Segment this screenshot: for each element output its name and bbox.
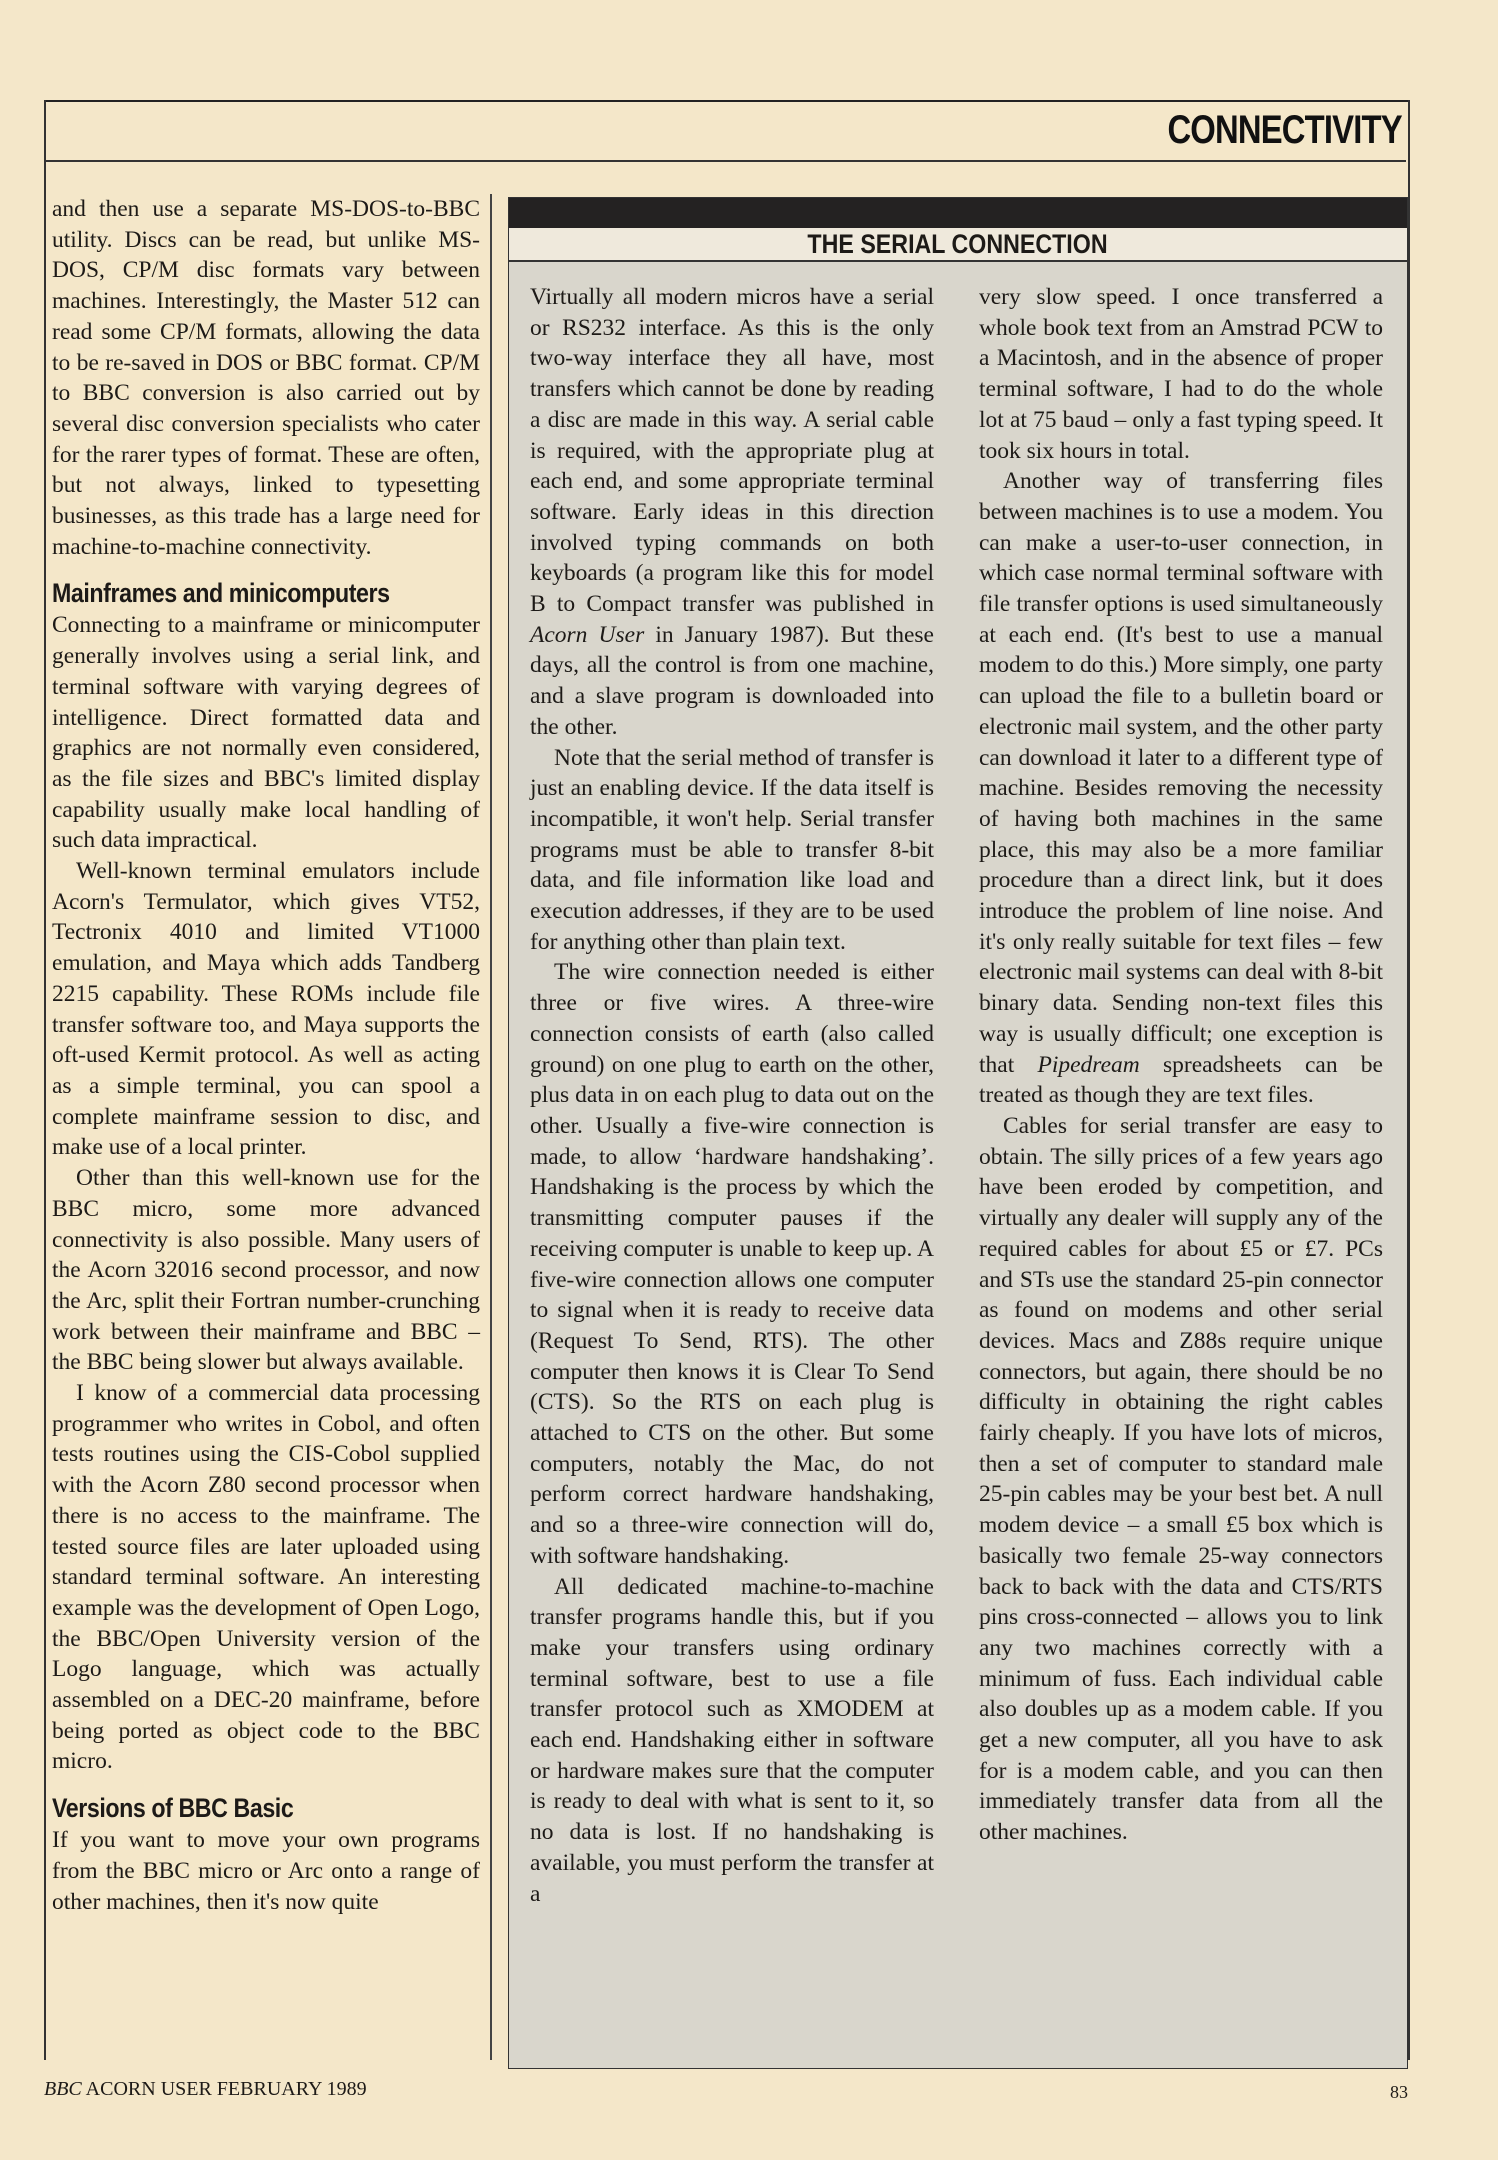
- text-run: very slow speed. I once transferred a whole book text from an Amstrad PCW to a Macintosh, and in the absence of proper terminal software, I had to do the whole lot at 75 baud – only a fast typing speed. It took six hours in total.: [979, 284, 1383, 464]
- page-number: 83: [1390, 2082, 1408, 2102]
- text-run: Other than this well-known use for the BBC micro, some more advanced connectivity is also possible. Many users of the Acorn 32016 second processor, and now the Arc, split their Fortran number-crunching work between their mainframe and BBC – the BBC being slower but always available.: [52, 1165, 480, 1376]
- text-run: in January 1987). But these days, all the control is from one machine, and a slave program is downloaded into the other.: [530, 621, 934, 740]
- paragraph: [52, 1378, 480, 1777]
- paragraph: [979, 1111, 1383, 1848]
- subheading: Versions of BBC Basic: [52, 1793, 294, 1824]
- italic-title: Pipedream: [1037, 1051, 1140, 1078]
- paragraph: [52, 194, 480, 562]
- paragraph: [52, 856, 480, 1163]
- paragraph: [979, 282, 1383, 466]
- text-run: Another way of transferring files between machines is to use a modem. You can make a user-to-user connection, in which case normal terminal software with file transfer options is used simultaneously at each end. (It's best to use a manual modem to do this.) More simply, one party can upload the file to a bulletin board or electronic mail system, and the other party can download it later to a different type of machine. Besides removing the necessity of having both machines in the same place, this may also be a more familiar procedure than a direct link, but it does introduce the problem of line noise. And it's only really suitable for text files – few electronic mail systems can deal with 8-bit binary data. Sending non-text files this way is usually difficult; one exception is that: [979, 468, 1383, 1078]
- paragraph: [530, 743, 934, 958]
- top-rule: [44, 100, 1410, 102]
- paragraph: [52, 1825, 480, 1917]
- sidebar-column-2: [979, 282, 1383, 1848]
- text-run: I know of a commercial data processing programmer who writes in Cobol, and often tests routines using the CIS-Cobol supplied with the Acorn Z80 second processor when there is no access to the mainframe. The tested source files are later uploaded using standard terminal software. An interesting example was the development of Open Logo, the BBC/Open University version of the Logo language, which was actually assembled on a DEC-20 mainframe, before being ported as object code to the BBC micro.: [52, 1380, 480, 1775]
- column-divider: [490, 194, 492, 2060]
- section-title: CONNECTIVITY: [1167, 108, 1402, 152]
- paragraph: [979, 466, 1383, 1111]
- text-run: spreadsheets can be treated as though they are text files.: [979, 1051, 1383, 1109]
- text-run: If you want to move your own programs from the BBC micro or Arc onto a range of other machines, then it's now quite: [52, 1827, 480, 1915]
- text-run: Cables for serial transfer are easy to obtain. The silly prices of a few years ago have been eroded by competition, and virtually any dealer will supply any of the required cables for about £5 or £7. PCs and STs use the standard 25-pin connector as found on modems and other serial devices. Macs and Z88s require unique connectors, but again, there should be no difficulty in obtaining the right cables fairly cheaply. If you have lots of micros, then a set of computer to standard male 25-pin cables may be your best bet. A null modem device – a small £5 box which is basically two female 25-way connectors back to back with the data and CTS/RTS pins cross-connected – allows you to link any two machines correctly with a minimum of fuss. Each individual cable also doubles up as a modem cable. If you get a new computer, all you have to ask for is a modem cable, and you can then immediately transfer data from all the other machines.: [979, 1112, 1383, 1846]
- text-run: Note that the serial method of transfer is just an enabling device. If the data itself is incompatible, it won't help. Serial transfer programs must be able to transfer 8-bit data, and file information like load and execution addresses, if they are to be used for anything other than plain text.: [530, 744, 934, 955]
- sidebar-column-1: [530, 282, 934, 1909]
- sidebar-black-bar: [509, 198, 1407, 228]
- paragraph: [530, 282, 934, 743]
- text-run: Virtually all modern micros have a serial or RS232 interface. As this is the only two-way interface they all have, most transfers which cannot be done by reading a disc are made in this way. A serial cable is required, with the appropriate plug at each end, and some appropriate terminal software. Early ideas in this direction involved typing commands on both keyboards (a program like this for model B to Compact transfer was published in: [530, 284, 934, 618]
- text-run: and then use a separate MS-DOS-to-BBC utility. Discs can be read, but unlike MS-DOS, CP/M disc formats vary between machines. Interestingly, the Master 512 can read some CP/M formats, allowing the data to be re-saved in DOS or BBC format. CP/M to BBC conversion is also carried out by several disc conversion specialists who cater for the rarer types of format. These are often, but not always, linked to typesetting businesses, as this trade has a large need for machine-to-machine connectivity.: [52, 196, 480, 560]
- italic-title: Acorn User: [530, 621, 645, 648]
- footer-publication: BBC ACORN USER FEBRUARY 1989: [44, 2078, 367, 2100]
- text-run: The wire connection needed is either three or five wires. A three-wire connection consists of earth (also called ground) on one plug to earth on the other, plus data in on each plug to data out on the other. Usually a five-wire connection is made, to allow ‘hardware handshaking’. Handshaking is the process by which the transmitting computer pauses if the receiving computer is unable to keep up. A five-wire connection allows one computer to signal when it is ready to receive data (Request To Send, RTS). The other computer then knows it is Clear To Send (CTS). So the RTS on each plug is attached to CTS on the other. But some computers, notably the Mac, do not perform correct hardware handshaking, and so a three-wire connection will do, with software handshaking.: [530, 959, 934, 1569]
- text-run: All dedicated machine-to-machine transfer programs handle this, but if you make your transfers using ordinary terminal software, best to use a file transfer protocol such as XMODEM at each end. Handshaking either in software or hardware makes sure that the computer is ready to deal with what is sent to it, so no data is lost. If no handshaking is available, you must perform the transfer at a: [530, 1573, 934, 1907]
- paragraph: [530, 957, 934, 1571]
- header-rule: [44, 160, 1406, 162]
- text-run: Well-known terminal emulators include Acorn's Termulator, which gives VT52, Tectronix 4010 and limited VT1000 emulation, and Maya which adds Tandberg 2215 capability. These ROMs include file transfer software too, and Maya supports the oft-used Kermit protocol. As well as acting as a simple terminal, you can spool a complete mainframe session to disc, and make use of a local printer.: [52, 858, 480, 1161]
- sidebar-title: THE SERIAL CONNECTION: [509, 228, 1407, 262]
- page-frame-left: [44, 100, 46, 2060]
- main-article-column: [52, 194, 480, 1917]
- sidebar-serial-connection: [508, 197, 1408, 2069]
- paragraph: [52, 610, 480, 856]
- page-frame-right: [1408, 100, 1410, 2060]
- subheading: Mainframes and minicomputers: [52, 578, 390, 609]
- text-run: Connecting to a mainframe or minicomputer generally involves using a serial link, and terminal software with varying degrees of intelligence. Direct formatted data and graphics are not normally even considered, as the file sizes and BBC's limited display capability usually make local handling of such data impractical.: [52, 612, 480, 854]
- paragraph: [52, 1163, 480, 1378]
- paragraph: [530, 1572, 934, 1910]
